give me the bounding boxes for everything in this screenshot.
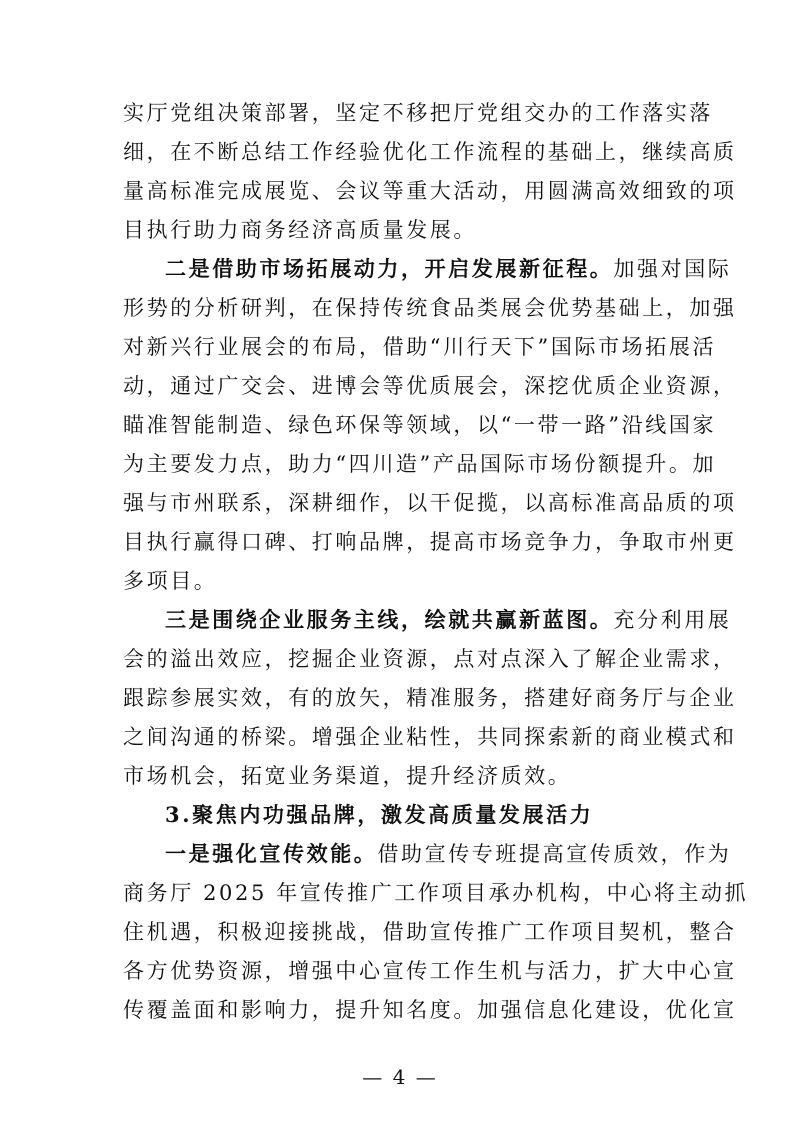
paragraph-first-line xyxy=(165,839,732,869)
paragraph-text: 加强对国际 xyxy=(613,257,732,281)
text-line: 为主要发力点，助力“四川造”产品国际市场份额提升。加 xyxy=(123,452,717,476)
section-heading: 3.聚焦内功强品牌，激发高质量发展活力 xyxy=(165,802,594,827)
text-line: 形势的分析研判，在保持传统食品类展会优势基础上，加强 xyxy=(123,296,737,320)
text-line: 实厅党组决策部署，坚定不移把厅党组交办的工作落实落 xyxy=(123,101,713,125)
text-line: 对新兴行业展会的布局，借助“川行天下”国际市场拓展活 xyxy=(123,335,717,359)
paragraph-heading: 三是围绕企业服务主线，绘就共赢新蓝图。 xyxy=(165,607,614,632)
paragraph-text: 借助宣传专班提高宣传质效，作为 xyxy=(377,842,732,866)
text-line: 目执行助力商务经济高质量发展。 xyxy=(123,218,477,242)
paragraph-first-line xyxy=(165,254,732,284)
paragraph-heading: 二是借助市场拓展动力，开启发展新征程。 xyxy=(165,256,614,281)
text-line: 量高标准完成展览、会议等重大活动，用圆满高效细致的项 xyxy=(123,179,737,203)
text-line: 跟踪参展实效，有的放矢，精准服务，搭建好商务厅与企业 xyxy=(123,686,737,710)
paragraph-heading: 一是强化宣传效能。 xyxy=(165,841,378,866)
text-line: 传覆盖面和影响力，提升知名度。加强信息化建设，优化宣 xyxy=(123,998,737,1022)
text-line: 多项目。 xyxy=(123,569,218,593)
text-line: 各方优势资源，增强中心宣传工作生机与活力，扩大中心宣 xyxy=(123,959,737,983)
paragraph-first-line xyxy=(165,605,732,635)
page-number: — 4 — xyxy=(362,1065,438,1089)
paragraph-text: 充分利用展 xyxy=(613,608,732,632)
text-line: 市场机会，拓宽业务渠道，提升经济质效。 xyxy=(123,764,572,788)
text-line: 之间沟通的桥梁。增强企业粘性，共同探索新的商业模式和 xyxy=(123,725,737,749)
text-line: 目执行赢得口碑、打响品牌，提高市场竞争力，争取市州更 xyxy=(123,530,737,554)
text-line: 细，在不断总结工作经验优化工作流程的基础上，继续高质 xyxy=(123,140,737,164)
text-line: 动，通过广交会、进博会等优质展会，深挖优质企业资源， xyxy=(123,374,737,398)
text-line: 强与市州联系，深耕细作，以干促揽，以高标准高品质的项 xyxy=(123,491,737,515)
text-line: 商务厅 2025 年宣传推广工作项目承办机构，中心将主动抓 xyxy=(123,881,749,905)
text-line: 会的溢出效应，挖掘企业资源，点对点深入了解企业需求， xyxy=(123,647,737,671)
text-line: 住机遇，积极迎接挑战，借助宣传推广工作项目契机，整合 xyxy=(123,920,737,944)
text-line: 瞄准智能制造、绿色环保等领域，以“一带一路”沿线国家 xyxy=(123,413,717,437)
